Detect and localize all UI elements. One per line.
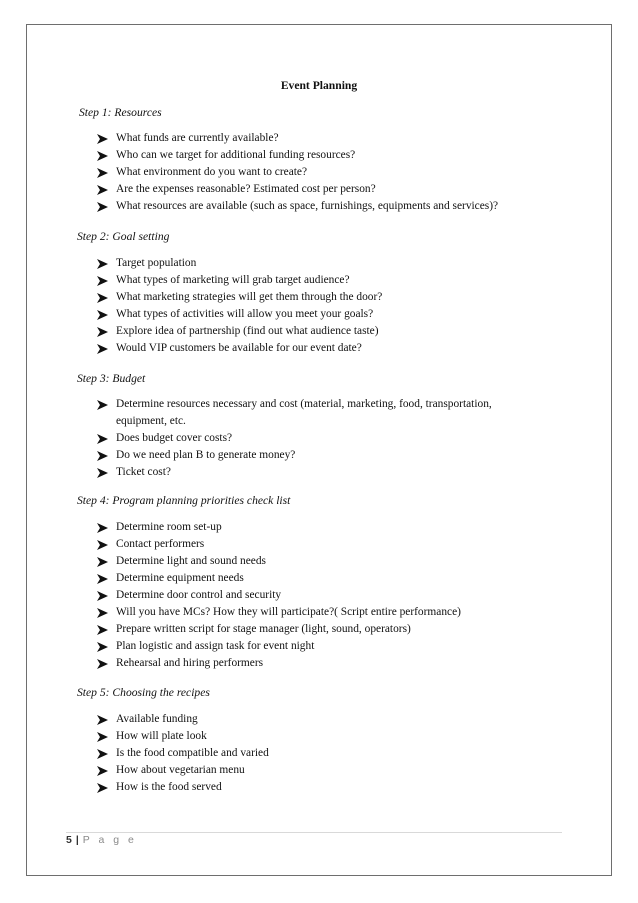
arrow-bullet-icon [97,198,109,215]
list-item: Determine resources necessary and cost (material, marketing, food, transportation, equipment, etc. [97,396,537,430]
arrow-bullet-icon [97,323,109,340]
arrow-bullet-icon [97,587,109,604]
arrow-bullet-icon [97,447,109,464]
arrow-bullet-icon [97,430,109,447]
arrow-bullet-icon [97,638,109,655]
arrow-bullet-icon [97,762,109,779]
section-heading-budget: Step 3: Budget [77,372,146,385]
page-footer [66,834,137,846]
arrow-bullet-icon [97,130,109,147]
section-heading-goal-setting: Step 2: Goal setting [77,230,170,243]
page-number: 5 [66,834,72,846]
arrow-bullet-icon [97,289,109,306]
arrow-bullet-icon [97,255,109,272]
arrow-bullet-icon [97,570,109,587]
arrow-bullet-icon [97,536,109,553]
arrow-bullet-icon [97,164,109,181]
arrow-bullet-icon [97,396,109,413]
arrow-bullet-icon [97,147,109,164]
arrow-bullet-icon [97,745,109,762]
page-label: P a g e [82,834,137,846]
section-heading-program-planning: Step 4: Program planning priorities check list [77,494,291,507]
section-heading-choosing-recipes: Step 5: Choosing the recipes [77,686,210,699]
arrow-bullet-icon [97,272,109,289]
footer-separator: | [75,834,79,846]
arrow-bullet-icon [97,779,109,796]
footer-divider [66,832,562,833]
document-title: Event Planning [280,79,358,92]
arrow-bullet-icon [97,728,109,745]
arrow-bullet-icon [97,655,109,672]
arrow-bullet-icon [97,306,109,323]
section-heading-resources: Step 1: Resources [79,106,162,119]
arrow-bullet-icon [97,621,109,638]
arrow-bullet-icon [97,519,109,536]
arrow-bullet-icon [97,464,109,481]
arrow-bullet-icon [97,553,109,570]
arrow-bullet-icon [97,604,109,621]
arrow-bullet-icon [97,711,109,728]
arrow-bullet-icon [97,340,109,357]
arrow-bullet-icon [97,181,109,198]
